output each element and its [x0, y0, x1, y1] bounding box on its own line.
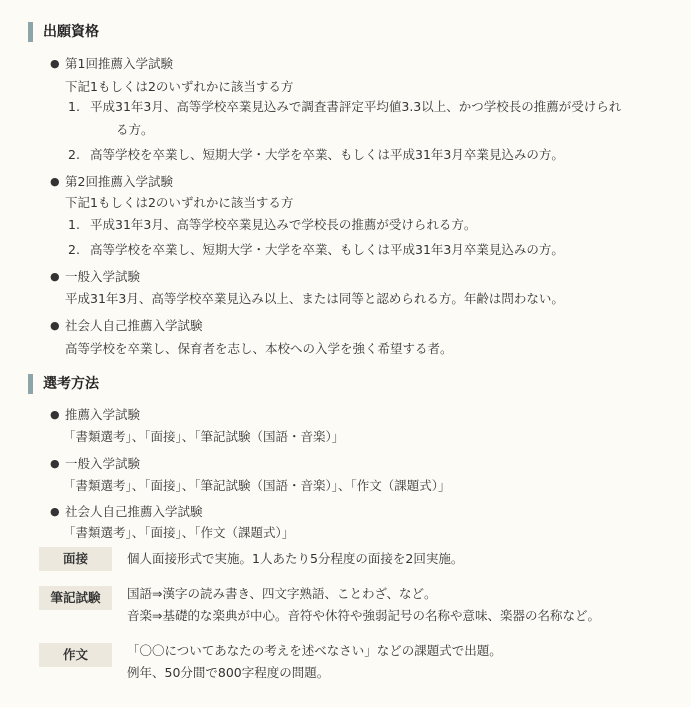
item-text: 「書類選考」、「面接」、「筆記試験（国語・音楽）」、「作文（課題式）」: [63, 478, 451, 493]
item-title: 一般入学試験: [65, 269, 141, 284]
bullet-icon: ●: [50, 505, 60, 518]
item-intro: 下記1もしくは2のいずれかに該当する方: [65, 79, 294, 94]
detail-text-essay-1: 「〇〇についてあなたの考えを述べなさい」などの課題式で出題。: [127, 643, 502, 658]
bullet-icon: ●: [50, 408, 60, 421]
item-text: 「書類選考」、「面接」、「作文（課題式）」: [63, 525, 295, 540]
item-title: 第1回推薦入学試験: [65, 56, 173, 71]
condition-number: 1.: [68, 217, 80, 232]
bullet-icon: ●: [50, 270, 60, 283]
condition-text: 高等学校を卒業し、短期大学・大学を卒業、もしくは平成31年3月卒業見込みの方。: [90, 242, 564, 257]
item-intro: 下記1もしくは2のいずれかに該当する方: [65, 195, 294, 210]
detail-text-interview: 個人面接形式で実施。1人あたり5分程度の面接を2回実施。: [127, 551, 464, 566]
item-text: 高等学校を卒業し、保育者を志し、本校への入学を強く希望する者。: [65, 341, 453, 356]
detail-label-interview: 面接: [39, 547, 112, 571]
bullet-icon: ●: [50, 457, 60, 470]
condition-number: 1.: [68, 99, 80, 114]
detail-text-written-exam-2: 音楽⇒基礎的な楽典が中心。音符や休符や強弱記号の名称や意味、楽器の名称など。: [127, 608, 600, 623]
condition-number: 2.: [68, 242, 80, 257]
section-heading-selection: 選考方法: [28, 374, 99, 394]
item-title: 社会人自己推薦入学試験: [65, 504, 203, 519]
condition-text-continued: る方。: [116, 122, 154, 137]
condition-text: 高等学校を卒業し、短期大学・大学を卒業、もしくは平成31年3月卒業見込みの方。: [90, 147, 564, 162]
item-title: 社会人自己推薦入学試験: [65, 318, 203, 333]
condition-number: 2.: [68, 147, 80, 162]
item-title: 推薦入学試験: [65, 407, 141, 422]
bullet-icon: ●: [50, 319, 60, 332]
item-title: 一般入学試験: [65, 456, 141, 471]
bullet-icon: ●: [50, 57, 60, 70]
item-title: 第2回推薦入学試験: [65, 174, 173, 189]
condition-text: 平成31年3月、高等学校卒業見込みで調査書評定平均値3.3以上、かつ学校長の推薦が受けられ: [90, 99, 622, 114]
detail-label-essay: 作文: [39, 643, 112, 667]
detail-text-essay-2: 例年、50分間で800字程度の問題。: [127, 665, 330, 680]
item-text: 平成31年3月、高等学校卒業見込み以上、または同等と認められる方。年齢は問わない。: [65, 291, 564, 306]
bullet-icon: ●: [50, 175, 60, 188]
section-heading-eligibility: 出願資格: [28, 22, 99, 42]
condition-text: 平成31年3月、高等学校卒業見込みで学校長の推薦が受けられる方。: [90, 217, 477, 232]
item-text: 「書類選考」、「面接」、「筆記試験（国語・音楽）」: [63, 429, 345, 444]
detail-label-written-exam: 筆記試験: [39, 586, 112, 610]
detail-text-written-exam-1: 国語⇒漢字の読み書き、四文字熟語、ことわざ、など。: [127, 586, 437, 601]
